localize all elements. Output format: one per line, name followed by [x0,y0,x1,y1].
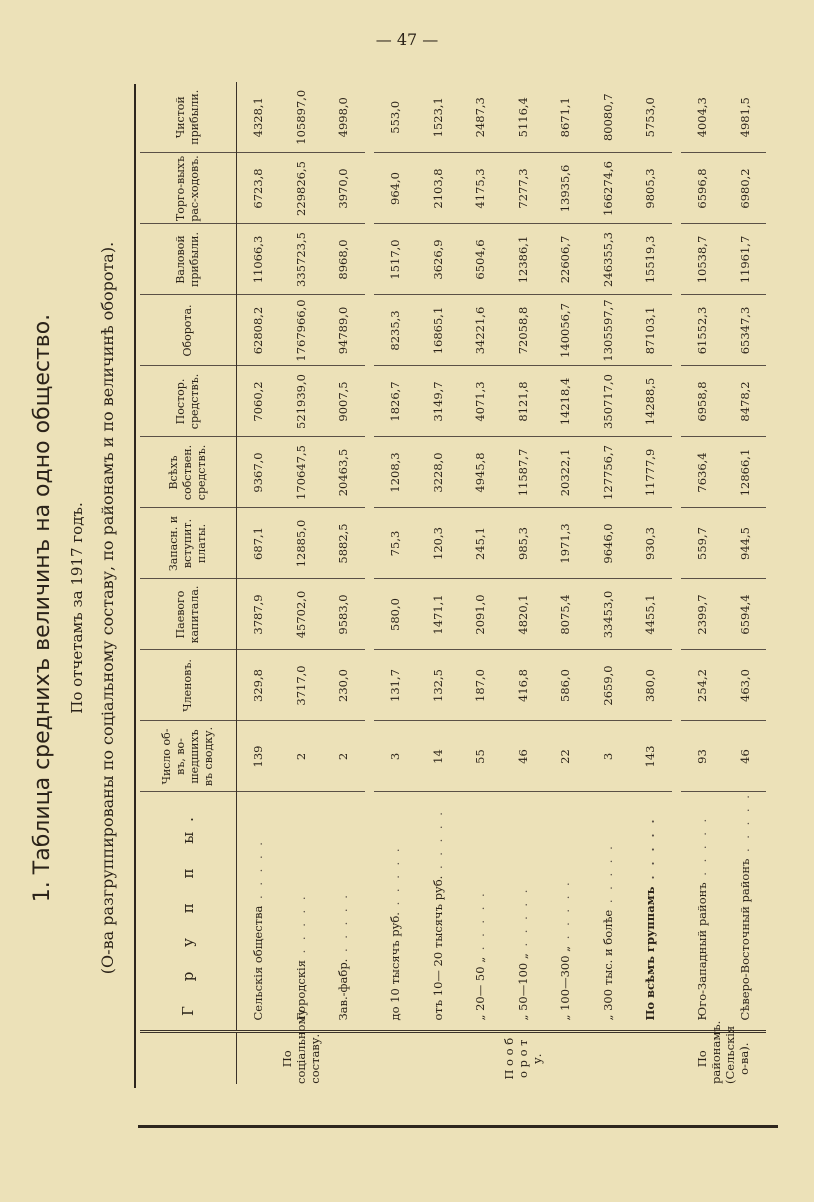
cell-net-profit: 8671,1 [544,82,587,153]
cell-turnover: 1767966,0 [280,295,323,366]
cell-own-funds: 170647,5 [280,437,323,508]
cell-turnover: 87103,1 [629,295,672,366]
cell-share-capital: 8075,4 [544,579,587,650]
cell-turnover: 16865,1 [417,295,460,366]
cell-borrowed-funds: 7060,2 [237,366,280,437]
cell-turnover: 65347,3 [723,295,766,366]
cell-own-funds: 3228,0 [417,437,460,508]
row-group-name [459,792,502,1032]
table-row [280,82,323,1084]
header-share-capital: Паевого капитала. [140,579,237,650]
cell-borrowed-funds: 4071,3 [459,366,502,437]
cell-own-funds: 11587,7 [502,437,545,508]
table-row [681,82,724,1084]
header-turnover: Оборота. [140,295,237,366]
cell-net-profit: 4998,0 [322,82,365,153]
top-rule [134,84,136,1088]
cell-trade-expenses: 6980,2 [723,153,766,224]
cell-societies-count: 93 [681,721,724,792]
cell-borrowed-funds: 14288,5 [629,366,672,437]
cell-members: 416,8 [502,650,545,721]
cell-gross-profit: 11961,7 [723,224,766,295]
averages-table [140,82,766,1084]
table-row [587,82,630,1084]
cell-societies-count: 139 [237,721,280,792]
leader-dots: . . . . . [251,839,266,906]
table-row [374,82,417,1084]
cell-societies-count: 14 [417,721,460,792]
cell-share-capital: 4455,1 [629,579,672,650]
leader-dots: . . . . . [600,843,615,910]
cell-members: 329,8 [237,650,280,721]
cell-gross-profit: 15519,3 [629,224,672,295]
cell-share-capital: 6594,4 [723,579,766,650]
cell-societies-count: 55 [459,721,502,792]
cell-trade-expenses: 9805,3 [629,153,672,224]
cell-members: 3717,0 [280,650,323,721]
header-members: Членовъ. [140,650,237,721]
row-group-name [237,792,280,1032]
cell-share-capital: 9583,0 [322,579,365,650]
row-group-label: Сельскія общества [251,905,266,1021]
cell-reserve-fees: 75,3 [374,508,417,579]
cell-own-funds: 20322,1 [544,437,587,508]
table-row [417,82,460,1084]
cell-societies-count: 3 [374,721,417,792]
row-group-name [629,792,672,1032]
header-own-funds: Всѣхъ собствен. средствъ. [140,437,237,508]
leader-dots: . . . . . [558,879,573,946]
header-societies-count: Число об-въ, во-шедшихъ въ сводку. [140,721,237,792]
header-trade-expenses: Торго-выхъ рас-ходовъ. [140,153,237,224]
cell-own-funds: 20463,5 [322,437,365,508]
cell-trade-expenses: 6596,8 [681,153,724,224]
table-row [502,82,545,1084]
cell-turnover: 34221,6 [459,295,502,366]
cell-reserve-fees: 985,3 [502,508,545,579]
leader-dots: . . . . . [430,809,445,876]
cell-reserve-fees: 12885,0 [280,508,323,579]
cell-gross-profit: 11066,3 [237,224,280,295]
cell-societies-count: 46 [723,721,766,792]
cell-reserve-fees: 930,3 [629,508,672,579]
cell-gross-profit: 22606,7 [544,224,587,295]
cell-members: 131,7 [374,650,417,721]
divider-cell [672,82,681,1032]
cell-trade-expenses: 166274,6 [587,153,630,224]
table-note: (О-ва разгруппированы по соціальному составу, по районамъ и по величинѣ оборота). [98,241,117,975]
cell-net-profit: 5116,4 [502,82,545,153]
row-group-label: Городскія [293,960,308,1021]
section-label-regions: По районамъ. (Сельскія о-ва). [681,1032,766,1084]
section-label-social: По соціальному составу. [237,1032,365,1084]
cell-reserve-fees: 9646,0 [587,508,630,579]
header-net-profit: Чистой прибыли. [140,82,237,153]
rotated-table-sheet [16,88,806,1128]
leader-dots: . . . . . [293,893,308,961]
cell-societies-count: 2 [280,721,323,792]
leader-dots: . . . . . [388,845,403,913]
section-label-turnover: П о о б о р о т у. [374,1032,672,1084]
cell-share-capital: 2399,7 [681,579,724,650]
divider-cell [365,82,374,1032]
leader-dots: . . . . . [737,792,752,859]
cell-gross-profit: 335723,5 [280,224,323,295]
row-group-label: отъ 10— 20 тысячъ руб. [430,875,445,1021]
table-row [237,82,280,1084]
row-group-label: „ 50—100 „ [515,953,530,1021]
cell-trade-expenses: 7277,3 [502,153,545,224]
cell-members: 2659,0 [587,650,630,721]
cell-turnover: 94789,0 [322,295,365,366]
table-body [237,82,767,1084]
cell-own-funds: 7636,4 [681,437,724,508]
cell-net-profit: 4328,1 [237,82,280,153]
leader-dots: . . . . . [515,886,530,954]
leader-dots: . . . . . [473,890,488,957]
cell-reserve-fees: 5882,5 [322,508,365,579]
cell-share-capital: 4820,1 [502,579,545,650]
cell-own-funds: 127756,7 [587,437,630,508]
cell-societies-count: 143 [629,721,672,792]
cell-net-profit: 5753,0 [629,82,672,153]
cell-share-capital: 45702,0 [280,579,323,650]
cell-trade-expenses: 13935,6 [544,153,587,224]
cell-net-profit: 553,0 [374,82,417,153]
cell-net-profit: 2487,3 [459,82,502,153]
row-group-label: По всѣмъ группамъ [643,886,658,1021]
cell-trade-expenses: 3970,0 [322,153,365,224]
cell-members: 132,5 [417,650,460,721]
header-gross-profit: Валовой прибыли. [140,224,237,295]
row-group-label: до 10 тысячъ руб. [388,912,403,1021]
cell-share-capital: 1471,1 [417,579,460,650]
cell-own-funds: 9367,0 [237,437,280,508]
cell-members: 380,0 [629,650,672,721]
cell-gross-profit: 8968,0 [322,224,365,295]
header-corner [140,1032,237,1084]
cell-gross-profit: 1517,0 [374,224,417,295]
cell-turnover: 1305597,7 [587,295,630,366]
cell-trade-expenses: 964,0 [374,153,417,224]
cell-reserve-fees: 944,5 [723,508,766,579]
cell-gross-profit: 10538,7 [681,224,724,295]
titles [16,88,134,1128]
table-row [629,82,672,1084]
row-group-name [587,792,630,1032]
cell-societies-count: 2 [322,721,365,792]
cell-turnover: 140056,7 [544,295,587,366]
row-group-name [280,792,323,1032]
cell-net-profit: 80080,7 [587,82,630,153]
cell-gross-profit: 12386,1 [502,224,545,295]
cell-net-profit: 1523,1 [417,82,460,153]
left-rule [138,1125,778,1128]
cell-members: 230,0 [322,650,365,721]
cell-trade-expenses: 229826,5 [280,153,323,224]
cell-own-funds: 1208,3 [374,437,417,508]
header-row [140,82,237,1084]
row-group-name [502,792,545,1032]
table-title: 1. Таблица среднихъ величинъ на одно общество. [30,313,55,903]
table-row [544,82,587,1084]
row-group-label: Сѣверо-Восточный районъ [737,858,752,1021]
divider-label-cell [672,1032,681,1084]
cell-turnover: 72058,8 [502,295,545,366]
cell-own-funds: 11777,9 [629,437,672,508]
cell-turnover: 62808,2 [237,295,280,366]
cell-own-funds: 12866,1 [723,437,766,508]
cell-net-profit: 4004,3 [681,82,724,153]
cell-reserve-fees: 559,7 [681,508,724,579]
leader-dots: . . . . . [336,892,351,959]
table-row [723,82,766,1084]
cell-reserve-fees: 1971,3 [544,508,587,579]
cell-borrowed-funds: 521939,0 [280,366,323,437]
section-divider [365,82,374,1084]
cell-gross-profit: 246355,3 [587,224,630,295]
cell-gross-profit: 3626,9 [417,224,460,295]
row-group-name [322,792,365,1032]
header-reserve-fees: Запасн. и вступит. платы. [140,508,237,579]
cell-net-profit: 105897,0 [280,82,323,153]
cell-net-profit: 4981,5 [723,82,766,153]
table-row [459,82,502,1084]
row-group-label: „ 100—300 „ [558,945,573,1021]
header-groups: Г р у п п ы. [140,792,237,1032]
cell-borrowed-funds: 350717,0 [587,366,630,437]
cell-reserve-fees: 687,1 [237,508,280,579]
cell-borrowed-funds: 8121,8 [502,366,545,437]
cell-share-capital: 33453,0 [587,579,630,650]
cell-reserve-fees: 120,3 [417,508,460,579]
table-row [322,82,365,1084]
header-borrowed-funds: Постор. средствъ. [140,366,237,437]
leader-dots: . . . . . [695,815,710,883]
cell-members: 254,2 [681,650,724,721]
row-group-label: „ 20— 50 „ [473,956,488,1021]
cell-borrowed-funds: 14218,4 [544,366,587,437]
row-group-label: Юго-Западный районъ [695,882,710,1021]
cell-societies-count: 46 [502,721,545,792]
row-group-name [417,792,460,1032]
cell-reserve-fees: 245,1 [459,508,502,579]
row-group-name [544,792,587,1032]
cell-turnover: 61552,3 [681,295,724,366]
cell-borrowed-funds: 6958,8 [681,366,724,437]
row-group-name [374,792,417,1032]
cell-own-funds: 4945,8 [459,437,502,508]
cell-societies-count: 3 [587,721,630,792]
cell-share-capital: 580,0 [374,579,417,650]
cell-trade-expenses: 4175,3 [459,153,502,224]
cell-trade-expenses: 6723,8 [237,153,280,224]
divider-label-cell [365,1032,374,1084]
cell-members: 187,0 [459,650,502,721]
page-number: — 47 — [375,30,439,49]
cell-borrowed-funds: 3149,7 [417,366,460,437]
cell-trade-expenses: 2103,8 [417,153,460,224]
table-subtitle: По отчетамъ за 1917 годъ. [68,502,86,714]
cell-members: 586,0 [544,650,587,721]
cell-members: 463,0 [723,650,766,721]
row-group-label: „ 300 тыс. и болѣе [600,909,615,1021]
cell-share-capital: 3787,9 [237,579,280,650]
cell-borrowed-funds: 8478,2 [723,366,766,437]
cell-share-capital: 2091,0 [459,579,502,650]
leader-dots: . . . . . [643,816,658,887]
row-group-label: Зав.-фабр. [336,958,351,1021]
row-group-name [681,792,724,1032]
cell-borrowed-funds: 9007,5 [322,366,365,437]
cell-borrowed-funds: 1826,7 [374,366,417,437]
section-divider [672,82,681,1084]
cell-turnover: 8235,3 [374,295,417,366]
row-group-name [723,792,766,1032]
cell-gross-profit: 6504,6 [459,224,502,295]
cell-societies-count: 22 [544,721,587,792]
